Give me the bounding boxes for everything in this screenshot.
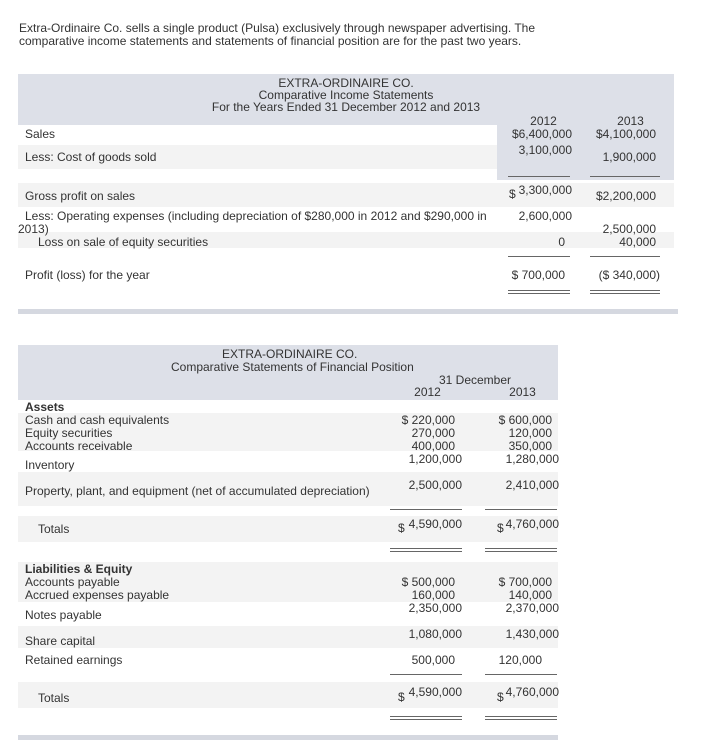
retained-2012: 500,000	[411, 653, 455, 667]
intro-line-2: comparative income statements and statements of financial position are for the past two years.	[19, 34, 522, 48]
underline	[590, 176, 660, 177]
le-totals-currency: $	[398, 690, 405, 704]
sales-2013: $4,100,000	[595, 127, 656, 141]
accrued-2013: 140,000	[508, 588, 552, 602]
double-underline	[508, 290, 570, 294]
income-year-2012: 2012	[530, 114, 557, 128]
assets-totals-currency-2013: $	[497, 521, 504, 535]
profit-2013: ($ 340,000)	[598, 268, 660, 282]
equity-securities-label: Equity securities	[25, 426, 113, 440]
underline	[485, 509, 557, 510]
cogs-label: Less: Cost of goods sold	[25, 150, 157, 164]
share-label: Share capital	[25, 634, 96, 648]
ppe-2012: 2,500,000	[408, 478, 462, 492]
gross-currency: $	[509, 187, 516, 201]
underline	[508, 176, 570, 177]
underline	[590, 256, 660, 257]
assets-totals-label: Totals	[38, 522, 70, 536]
notes-2013: 2,370,000	[505, 601, 559, 615]
assets-heading: Assets	[25, 400, 65, 414]
equity-securities-2013: 120,000	[508, 426, 552, 440]
opex-2013: 2,500,000	[602, 222, 656, 236]
loss-2013: 40,000	[619, 235, 656, 249]
position-year-2013: 2013	[509, 385, 536, 399]
cogs-2012: 3,100,000	[518, 143, 572, 157]
profit-label: Profit (loss) for the year	[25, 268, 150, 282]
double-underline	[485, 548, 557, 552]
payable-2013: $ 700,000	[498, 575, 552, 589]
receivable-2013: 350,000	[508, 439, 552, 453]
sales-2012: $6,400,000	[511, 127, 572, 141]
share-2012: 1,080,000	[408, 627, 462, 641]
le-totals-2013: 4,760,000	[505, 685, 559, 699]
gross-2013: $2,200,000	[595, 189, 656, 203]
assets-totals-2012: 4,590,000	[408, 517, 462, 531]
inventory-label: Inventory	[25, 458, 75, 472]
cash-label: Cash and cash equivalents	[25, 413, 170, 427]
share-2013: 1,430,000	[505, 627, 559, 641]
payable-2012: $ 500,000	[401, 575, 455, 589]
cash-2012: $ 220,000	[401, 413, 455, 427]
gross-label: Gross profit on sales	[25, 189, 136, 203]
income-bottom-rule	[18, 309, 678, 314]
double-underline	[390, 716, 462, 720]
underline	[508, 256, 570, 257]
income-company: EXTRA-ORDINAIRE CO.	[278, 76, 414, 90]
gross-2012: 3,300,000	[518, 183, 572, 197]
opex-2012: 2,600,000	[518, 209, 572, 223]
le-totals-label: Totals	[38, 691, 70, 705]
double-underline	[390, 548, 462, 552]
loss-label: Loss on sale of equity securities	[38, 235, 209, 249]
income-title: Comparative Income Statements	[258, 88, 434, 102]
le-totals-currency-2013: $	[497, 690, 504, 704]
le-totals-2012: 4,590,000	[408, 685, 462, 699]
receivable-2012: 400,000	[411, 439, 455, 453]
position-company: EXTRA-ORDINAIRE CO.	[222, 347, 358, 361]
intro-line-1: Extra-Ordinaire Co. sells a single product (Pulsa) exclusively through newspaper advertising. The	[19, 21, 536, 35]
cash-2013: $ 600,000	[498, 413, 552, 427]
opex-label-cont: 2013)	[18, 222, 49, 236]
opex-label: Less: Operating expenses (including depreciation of $280,000 in 2012 and $290,000 in	[25, 209, 487, 223]
inventory-2013: 1,280,000	[505, 452, 559, 466]
underline	[390, 509, 462, 510]
equity-securities-2012: 270,000	[411, 426, 455, 440]
double-underline	[485, 716, 557, 720]
accrued-label: Accrued expenses payable	[25, 588, 170, 602]
income-year-2013: 2013	[617, 114, 644, 128]
cogs-2013: 1,900,000	[602, 150, 656, 164]
position-bottom-rule	[18, 735, 558, 740]
ppe-label: Property, plant, and equipment (net of accumulated depreciation)	[25, 484, 370, 498]
payable-label: Accounts payable	[25, 575, 120, 589]
position-year-2012: 2012	[414, 385, 441, 399]
notes-label: Notes payable	[25, 608, 102, 622]
receivable-label: Accounts receivable	[25, 439, 133, 453]
retained-label: Retained earnings	[25, 653, 123, 667]
assets-totals-currency: $	[398, 521, 405, 535]
income-period: For the Years Ended 31 December 2012 and 2013	[211, 100, 481, 114]
ppe-2013: 2,410,000	[505, 478, 559, 492]
accrued-2012: 160,000	[411, 588, 455, 602]
profit-2012: $ 700,000	[511, 268, 565, 282]
liabilities-heading: Liabilities & Equity	[25, 562, 133, 576]
sales-label: Sales	[25, 127, 56, 141]
underline	[390, 674, 462, 675]
retained-2013: 120,000	[498, 653, 542, 667]
position-title: Comparative Statements of Financial Position	[171, 360, 414, 374]
inventory-2012: 1,200,000	[408, 452, 462, 466]
loss-2012: 0	[558, 235, 565, 249]
double-underline	[590, 290, 660, 294]
assets-totals-2013: 4,760,000	[505, 517, 559, 531]
position-date: 31 December	[438, 373, 512, 387]
underline	[485, 674, 557, 675]
notes-2012: 2,350,000	[408, 601, 462, 615]
